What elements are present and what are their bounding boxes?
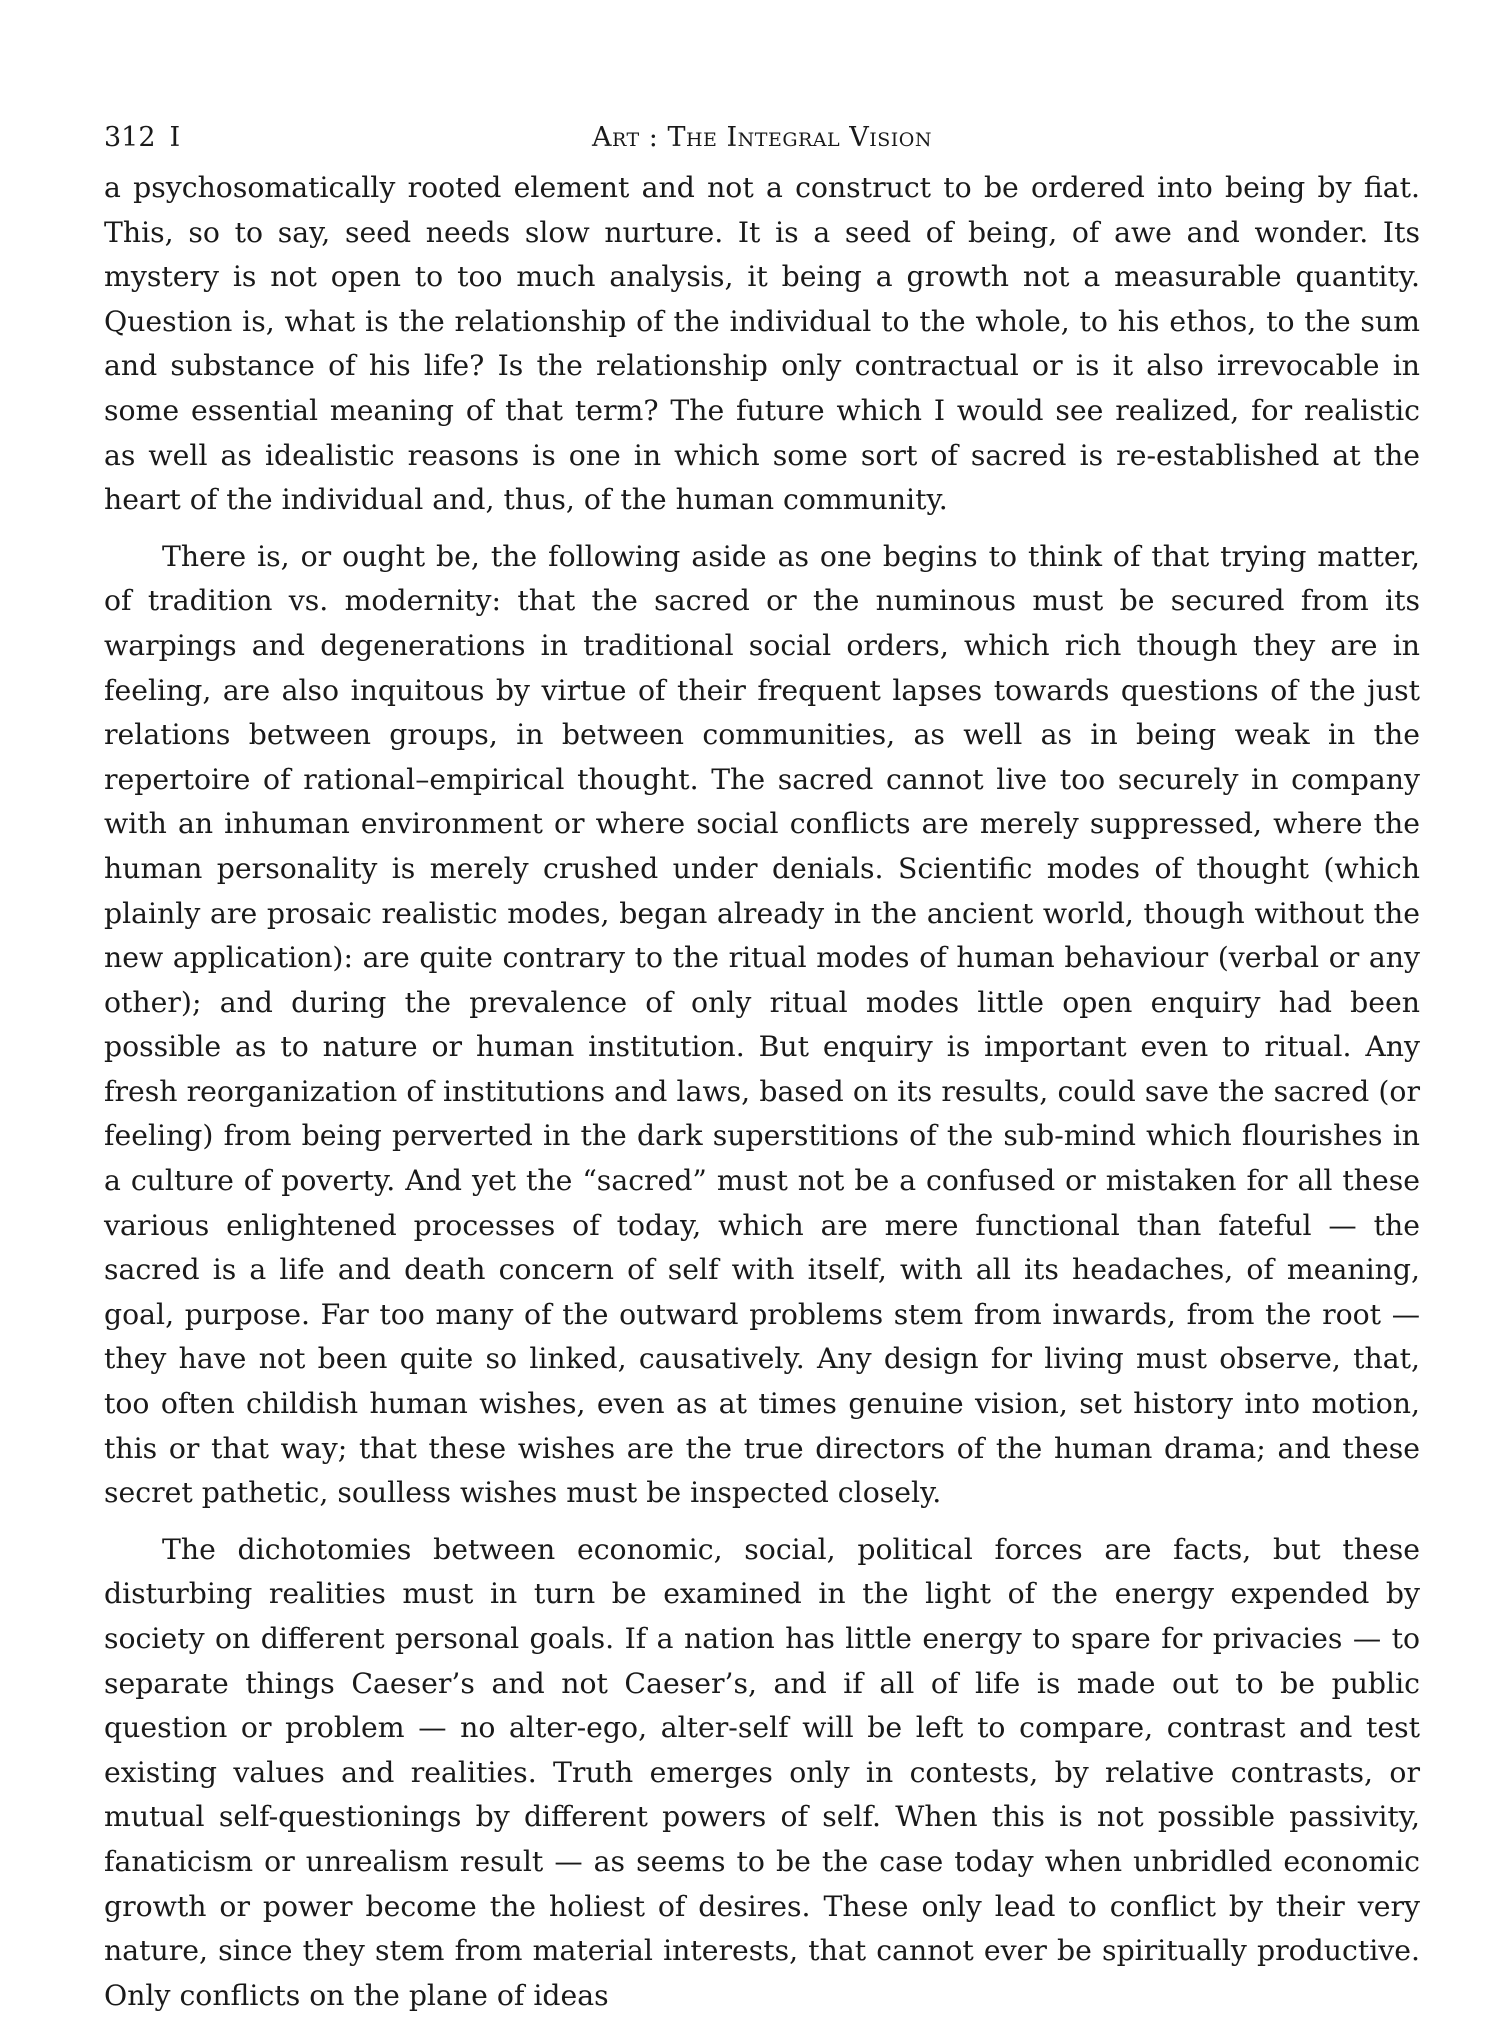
running-title: Art : The Integral Vision (592, 122, 932, 153)
paragraph-3: The dichotomies between economic, social, political forces are facts, but these disturbing realities must in turn be examined in the light of the energy expended by society on different personal goals. If a nation has little energy to spare for privacies — to separate things Caeser’s and not Caeser’s, and if all of life is made out to be public question or problem — no alter-ego, alter-self will be left to compare, contrast and test existing values and realities. Truth emerges only in contests, by relative contrasts, or mutual self-questionings by different powers of self. When this is not possible passivity, fanaticism or unrealism result — as seems to be the case today when unbridled economic growth or power become the holiest of desires. These only lead to conflict by their very nature, since they stem from material interests, that cannot ever be spiritually productive. Only conflicts on the plane of ideas (104, 1532, 1420, 2012)
book-page (104, 118, 1420, 2030)
paragraph-2: There is, or ought be, the following aside as one begins to think of that trying matter, of tradition vs. modernity: that the sacred or the numinous must be secured from its warpings and degenerations in traditional social orders, which rich though they are in feeling, are also inquitous by virtue of their frequent lapses towards questions of the just relations between groups, in between communities, as well as in being weak in the repertoire of rational–empirical thought. The sacred cannot live too securely in company with an inhuman environment or where social conflicts are merely suppressed, where the human personality is merely crushed under denials. Scientific modes of thought (which plainly are prosaic realistic modes, began already in the ancient world, though without the new application): are quite contrary to the ritual modes of human behaviour (verbal or any other); and during the prevalence of only ritual modes little open enquiry had been possible as to nature or human institution. But enquiry is important even to ritual. Any fresh reorganization of institutions and laws, based on its results, could save the sacred (or feeling) from being perverted in the dark superstitions of the sub-mind which flourishes in a culture of poverty. And yet the “sacred” must not be a confused or mistaken for all these various enlightened processes of today, which are mere functional than fateful — the sacred is a life and death concern of self with itself, with all its headaches, of meaning, goal, purpose. Far too many of the outward problems stem from inwards, from the root — they have not been quite so linked, causatively. Any design for living must observe, that, too often childish human wishes, even as at times genuine vision, set history into motion, this or that way; that these wishes are the true directors of the human drama; and these secret pathetic, soulless wishes must be inspected closely. (104, 539, 1420, 1510)
paragraph-1: a psychosomatically rooted element and not a construct to be ordered into being by fiat. This, so to say, seed needs slow nurture. It is a seed of being, of awe and wonder. Its mystery is not open to too much analysis, it being a growth not a measurable quantity. Question is, what is the relationship of the individual to the whole, to his ethos, to the sum and substance of his life? Is the relationship only contractual or is it also irrevocable in some essential meaning of that term? The future which I would see realized, for realistic as well as idealistic reasons is one in which some sort of sacred is re-established at the heart of the individual and, thus, of the human community. (104, 171, 1420, 517)
page-number-separator: I (169, 122, 181, 153)
running-head (104, 118, 1420, 158)
body-text (104, 166, 1420, 2018)
page-number: 312 (104, 122, 156, 153)
